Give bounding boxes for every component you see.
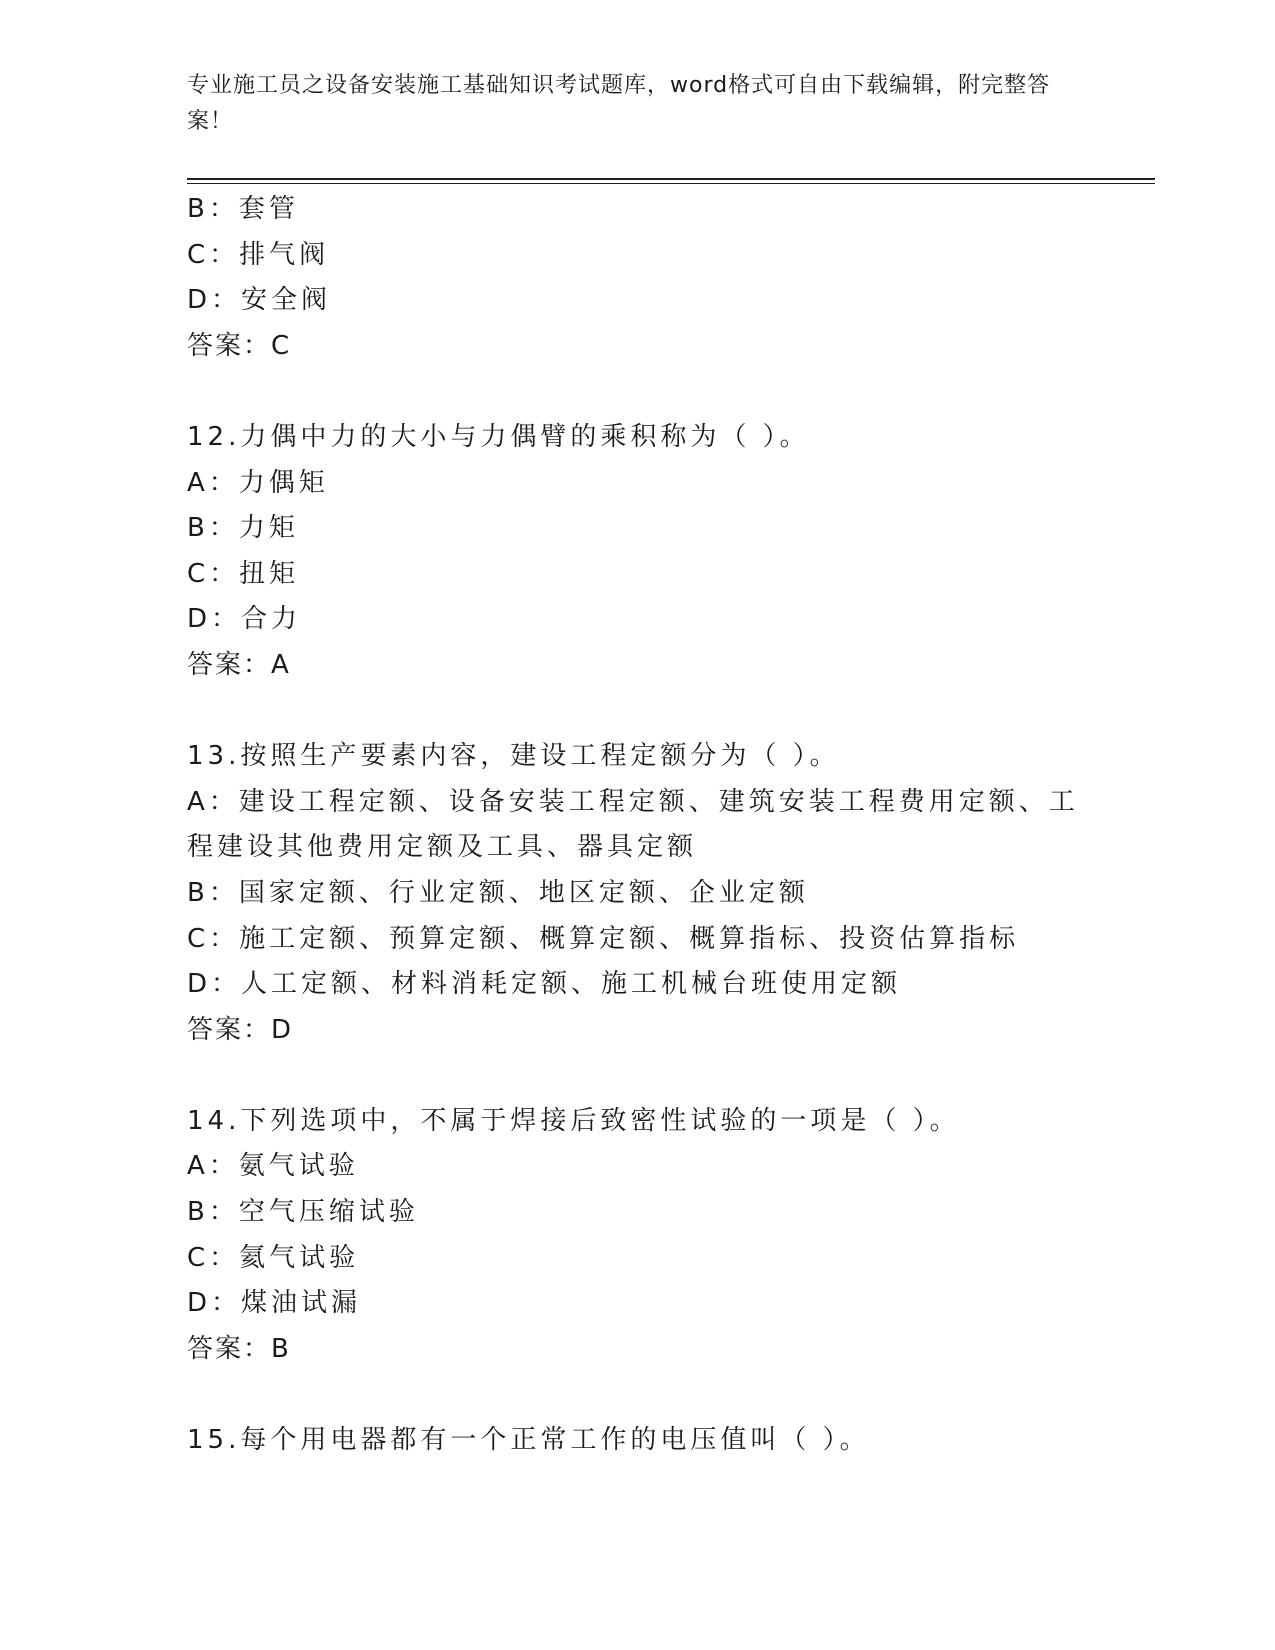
option-b: B：力矩 bbox=[187, 513, 299, 544]
option-a: A：氨气试验 bbox=[187, 1151, 359, 1182]
question-list bbox=[187, 187, 1137, 1464]
question-stem: 15.每个用电器都有一个正常工作的电压值叫（ ）。 bbox=[187, 1425, 870, 1456]
header-rule-thin bbox=[187, 183, 1155, 184]
answer-line: 答案：B bbox=[187, 1333, 291, 1364]
option-d: D：安全阀 bbox=[187, 285, 332, 316]
header-rule-thick bbox=[187, 178, 1155, 180]
option-c: C：排气阀 bbox=[187, 239, 330, 270]
question-stem: 13.按照生产要素内容，建设工程定额分为（ ）。 bbox=[187, 741, 840, 772]
option-d: D：合力 bbox=[187, 604, 302, 635]
answer-line: 答案：D bbox=[187, 1014, 294, 1045]
option-c: C：施工定额、预算定额、概算定额、概算指标、投资估算指标 bbox=[187, 923, 1020, 954]
document-header bbox=[187, 68, 1067, 140]
option-d: D：煤油试漏 bbox=[187, 1288, 362, 1319]
option-a: A：力偶矩 bbox=[187, 467, 329, 498]
option-c: C：扭矩 bbox=[187, 558, 300, 589]
option-b: B：套管 bbox=[187, 194, 299, 224]
header-title: 专业施工员之设备安装施工基础知识考试题库，word格式可自由下载编辑，附完整答案！ bbox=[187, 73, 1051, 134]
option-a: A：建设工程定额、设备安装工程定额、建筑安装工程费用定额、工程建设其他费用定额及工具、器具定额 bbox=[187, 786, 1079, 863]
answer-line: 答案：A bbox=[187, 649, 291, 680]
option-d: D：人工定额、材料消耗定额、施工机械台班使用定额 bbox=[187, 969, 902, 1000]
option-c: C：氦气试验 bbox=[187, 1242, 360, 1273]
option-b: B：空气压缩试验 bbox=[187, 1197, 419, 1228]
question-14 bbox=[187, 1099, 1137, 1373]
question-stem: 14.下列选项中，不属于焊接后致密性试验的一项是（ ）。 bbox=[187, 1105, 960, 1136]
question-15 bbox=[187, 1418, 1137, 1464]
question-13 bbox=[187, 734, 1137, 1053]
question-stem: 12.力偶中力的大小与力偶臂的乘积称为（ ）。 bbox=[187, 421, 810, 452]
question-12 bbox=[187, 415, 1137, 689]
answer-line: 答案：C bbox=[187, 330, 292, 361]
option-b: B：国家定额、行业定额、地区定额、企业定额 bbox=[187, 877, 809, 908]
previous-question-tail bbox=[187, 187, 1137, 369]
